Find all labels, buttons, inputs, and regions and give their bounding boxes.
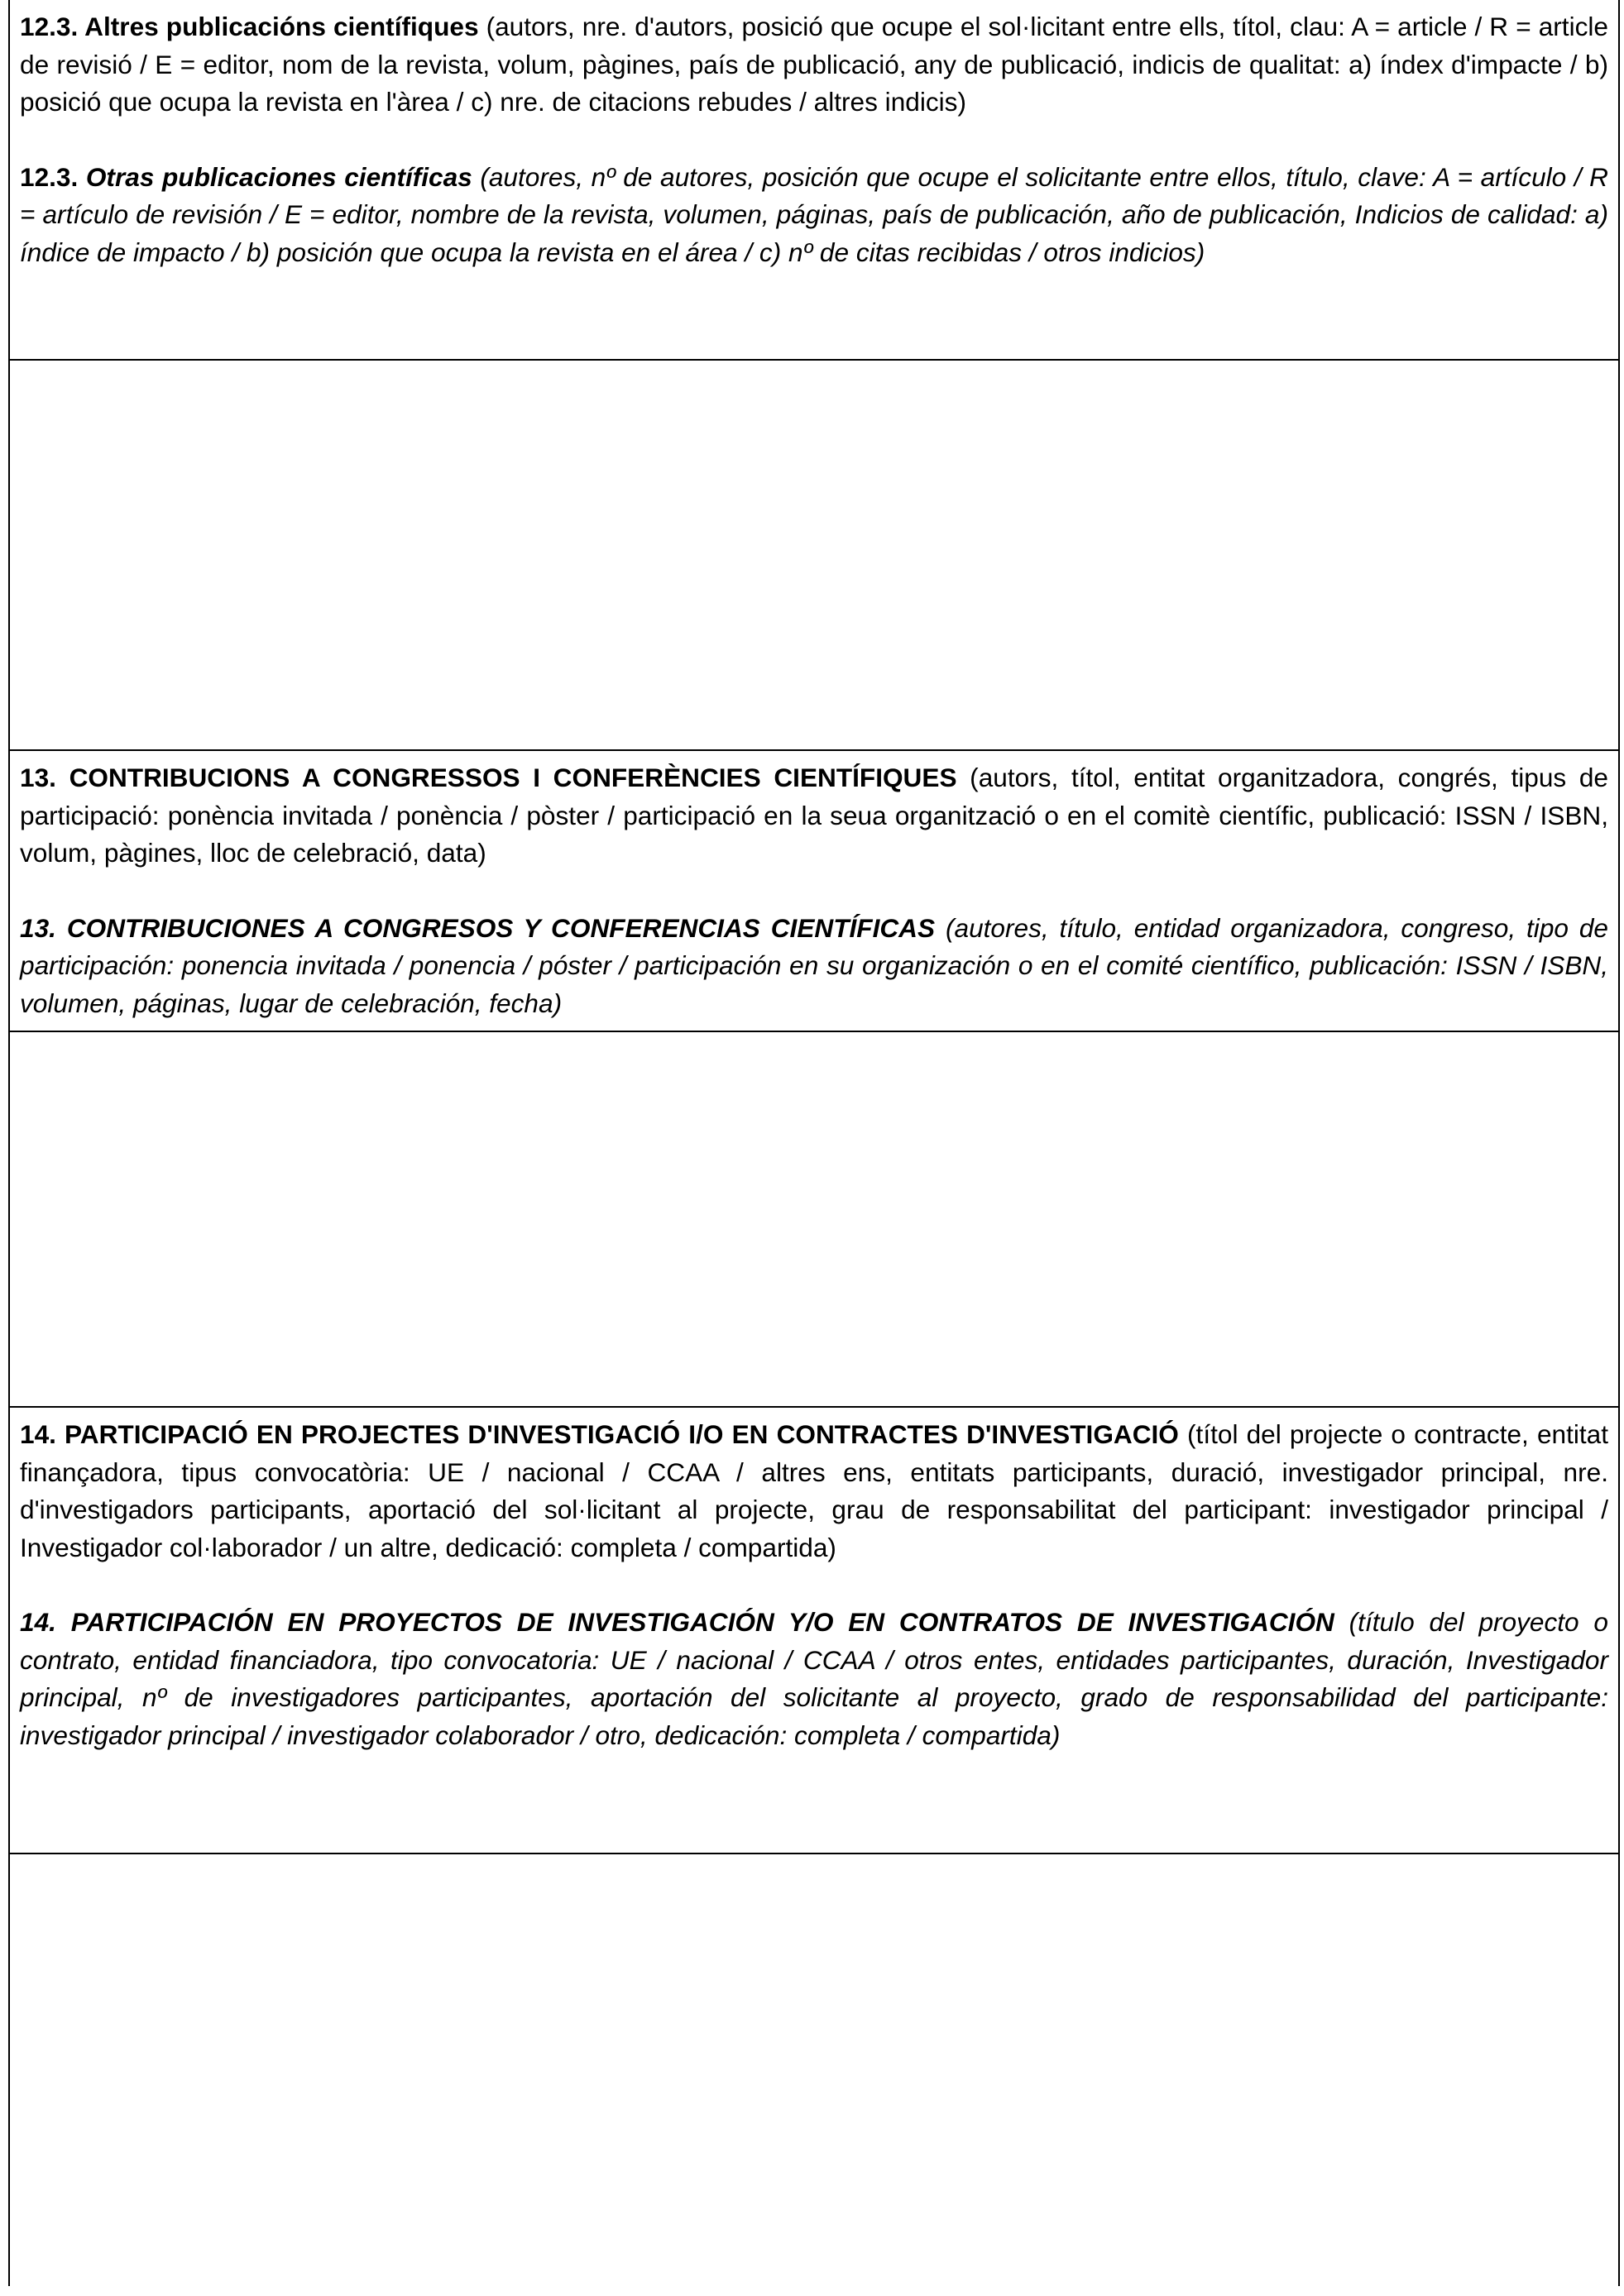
section-13-spanish: [20, 910, 1608, 1023]
section-12-3-ca-title: 12.3. Altres publicacións científiques: [20, 12, 479, 41]
section-14-spanish: [20, 1604, 1608, 1754]
section-13-es-body: (autores, título, entidad organizadora, congreso, tipo de participación: ponencia invitada / ponencia / póster / participación en su organización o en el comité científico, publicación: ISSN / ISBN, volumen, páginas, lugar de celebración, fecha): [20, 912, 1608, 1018]
section-14-ca-body: (títol del projecte o contracte, entitat finançadora, tipus convocatòria: UE / nacional / CCAA / altres ens, entitats participants, duració, investigador principal, nre. d'investigadors participants, aportació del sol·licitant al projecte, grau de responsabilitat del participant: investigador principal / Investigador col·laborador / un altre, dedicació: completa / compartida): [20, 1419, 1609, 1562]
section-14-es-body: (título del proyecto o contrato, entidad financiadora, tipo convocatoria: UE / nacional / CCAA / otros entes, entidades participantes, duración, Investigador principal, nº de investigadores participantes, aportación del solicitante al proyecto, grado de responsabilidad del participante: investigador principal / investigador colaborador / otro, dedicación: completa / compartida): [20, 1607, 1608, 1750]
form-table: [8, 0, 1620, 2286]
section-13-catalan: [20, 759, 1608, 873]
section-12-3-es-title: 12.3.: [20, 161, 79, 192]
section-13-ca-title: 13. CONTRIBUCIONS A CONGRESSOS I CONFERÈNCIES CIENTÍFIQUES: [20, 763, 957, 792]
section-12-3-es-title-italic: Otras publicaciones científicas: [78, 161, 472, 192]
section-14-header: [10, 1408, 1618, 1854]
section-12-3-es-body: (autores, nº de autores, posición que ocupe el solicitante entre ellos, título, clave: A = artículo / R = artículo de revisión / E = editor, nombre de la revista, volumen, páginas, país de publicación, año de publicación, Indicios de calidad: a) índice de impacto / b) posición que ocupa la revista en el área / c) nº de citas recibidas / otros indicios): [20, 161, 1609, 267]
section-14-answer-field[interactable]: [10, 1854, 1618, 2286]
section-13-es-title: 13. CONTRIBUCIONES A CONGRESOS Y CONFERENCIAS CIENTÍFICAS: [20, 912, 936, 943]
section-12-3-catalan: [20, 8, 1608, 122]
section-12-3-spanish: [20, 159, 1608, 272]
section-12-3-ca-body: (autors, nre. d'autors, posició que ocupe el sol·licitant entre ells, títol, clau: A = article / R = article de revisió / E = editor, nom de la revista, volum, pàgines, país de publicació, any de publicació, indicis de qualitat: a) índex d'impacte / b) posició que ocupa la revista en l'àrea / c) nre. de citacions rebudes / altres indicis): [20, 12, 1608, 117]
section-13-ca-body: (autors, títol, entitat organitzadora, congrés, tipus de participació: ponència invitada / ponència / pòster / participació en la seua organització o en el comitè científic, publicació: ISSN / ISBN, volum, pàgines, lloc de celebració, data): [20, 763, 1609, 868]
section-12-3-answer-field[interactable]: [10, 361, 1618, 751]
section-13-header: [10, 751, 1618, 1032]
section-14-es-title: 14. PARTICIPACIÓN EN PROYECTOS DE INVESTIGACIÓN Y/O EN CONTRATOS DE INVESTIGACIÓN: [20, 1607, 1334, 1637]
section-14-ca-title: 14. PARTICIPACIÓ EN PROJECTES D'INVESTIGACIÓ I/O EN CONTRACTES D'INVESTIGACIÓ: [20, 1419, 1179, 1449]
section-14-catalan: [20, 1416, 1608, 1567]
section-12-3-header: [10, 0, 1618, 361]
section-13-answer-field[interactable]: [10, 1032, 1618, 1408]
